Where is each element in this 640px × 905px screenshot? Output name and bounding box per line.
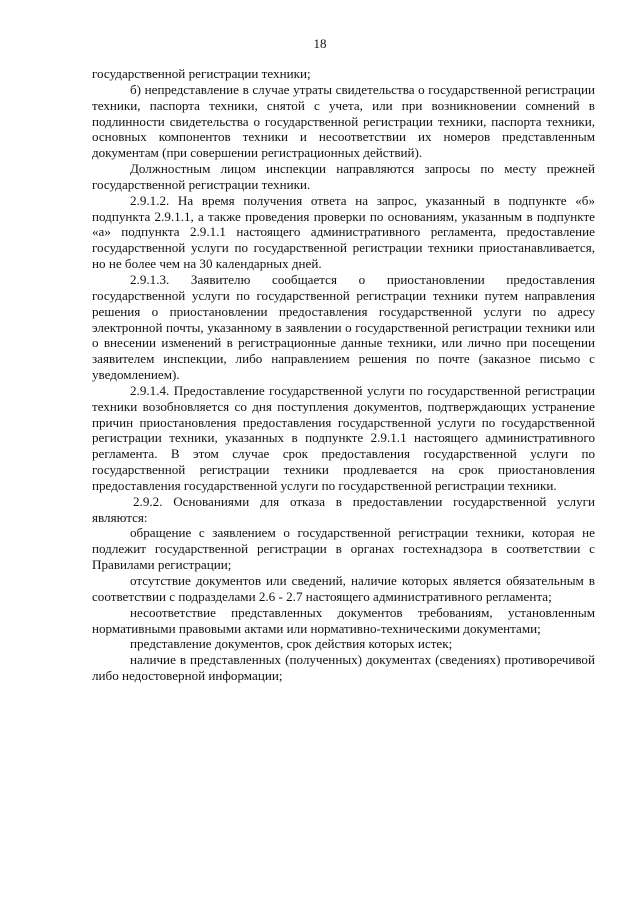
paragraph-continuation: государственной регистрации техники;: [92, 66, 311, 81]
page-number: 18: [313, 36, 327, 51]
list-item-refusal-5: наличие в представленных (полученных) документах (сведениях) противоречивой либо недостоверной информации;: [92, 652, 595, 684]
list-item-refusal-3: несоответствие представленных документов требованиям, установленным нормативными правовыми актами или нормативно-техническими документами;: [92, 604, 595, 636]
paragraph-2-9-2: 2.9.2. Основаниями для отказа в предоставлении государственной услуги являются:: [92, 493, 595, 525]
paragraph-item-b: б) непредставление в случае утраты свидетельства о государственной регистрации техники, паспорта техники, снятой с учета, или при возникновении сомнений в подлинности свидетельства о государственной регистрации техники, паспорта техники, основных компонентов техники и несоответствии их номеров представленным документам (при совершении регистрационных действий).: [92, 81, 595, 161]
paragraph-2-9-1-4: 2.9.1.4. Предоставление государственной услуги по государственной регистрации техники возобновляется со дня поступления документов, подтверждающих устранение причин приостановления предоставления государственной услуги по государственной регистрации техники, указанных в подпункте 2.9.1.1 настоящего административного регламента. В этом случае срок предоставления государственной услуги по государственной регистрации техники продлевается на срок приостановления предоставления государственной услуги по государственной регистрации техники.: [92, 382, 595, 493]
list-item-refusal-4: представление документов, срок действия которых истек;: [130, 636, 453, 652]
paragraph-2-9-1-3: 2.9.1.3. Заявителю сообщается о приостановлении предоставления государственной услуги по государственной регистрации техники путем направления решения о приостановлении предоставления государственной услуги по адресу электронной почты, указанному в заявлении о государственной регистрации техники или о внесении изменений в регистрационные данные техники, или лично при посещении заявителем инспекции, либо направлением решения по почте (заказное письмо с уведомлением).: [92, 271, 595, 383]
document-body: [92, 66, 595, 684]
paragraph-2-9-1-2: 2.9.1.2. На время получения ответа на запрос, указанный в подпункте «б» подпункта 2.9.1.1, а также проведения проверки по основаниям, указанным в подпункте «а» подпункта 2.9.1.1 настоящего административного регламента, предоставление государственной услуги по государственной регистрации техники приостанавливается, но не более чем на 30 календарных дней.: [92, 192, 595, 272]
list-item-refusal-2: отсутствие документов или сведений, наличие которых является обязательным в соответствии с подразделами 2.6 - 2.7 настоящего административного регламента;: [92, 573, 595, 604]
paragraph-inspection-requests: Должностным лицом инспекции направляются запросы по месту прежней государственной регистрации техники.: [92, 161, 595, 192]
list-item-refusal-1: обращение с заявлением о государственной регистрации техники, которая не подлежит государственной регистрации в органах гостехнадзора в соответствии с Правилами регистрации;: [92, 525, 595, 573]
